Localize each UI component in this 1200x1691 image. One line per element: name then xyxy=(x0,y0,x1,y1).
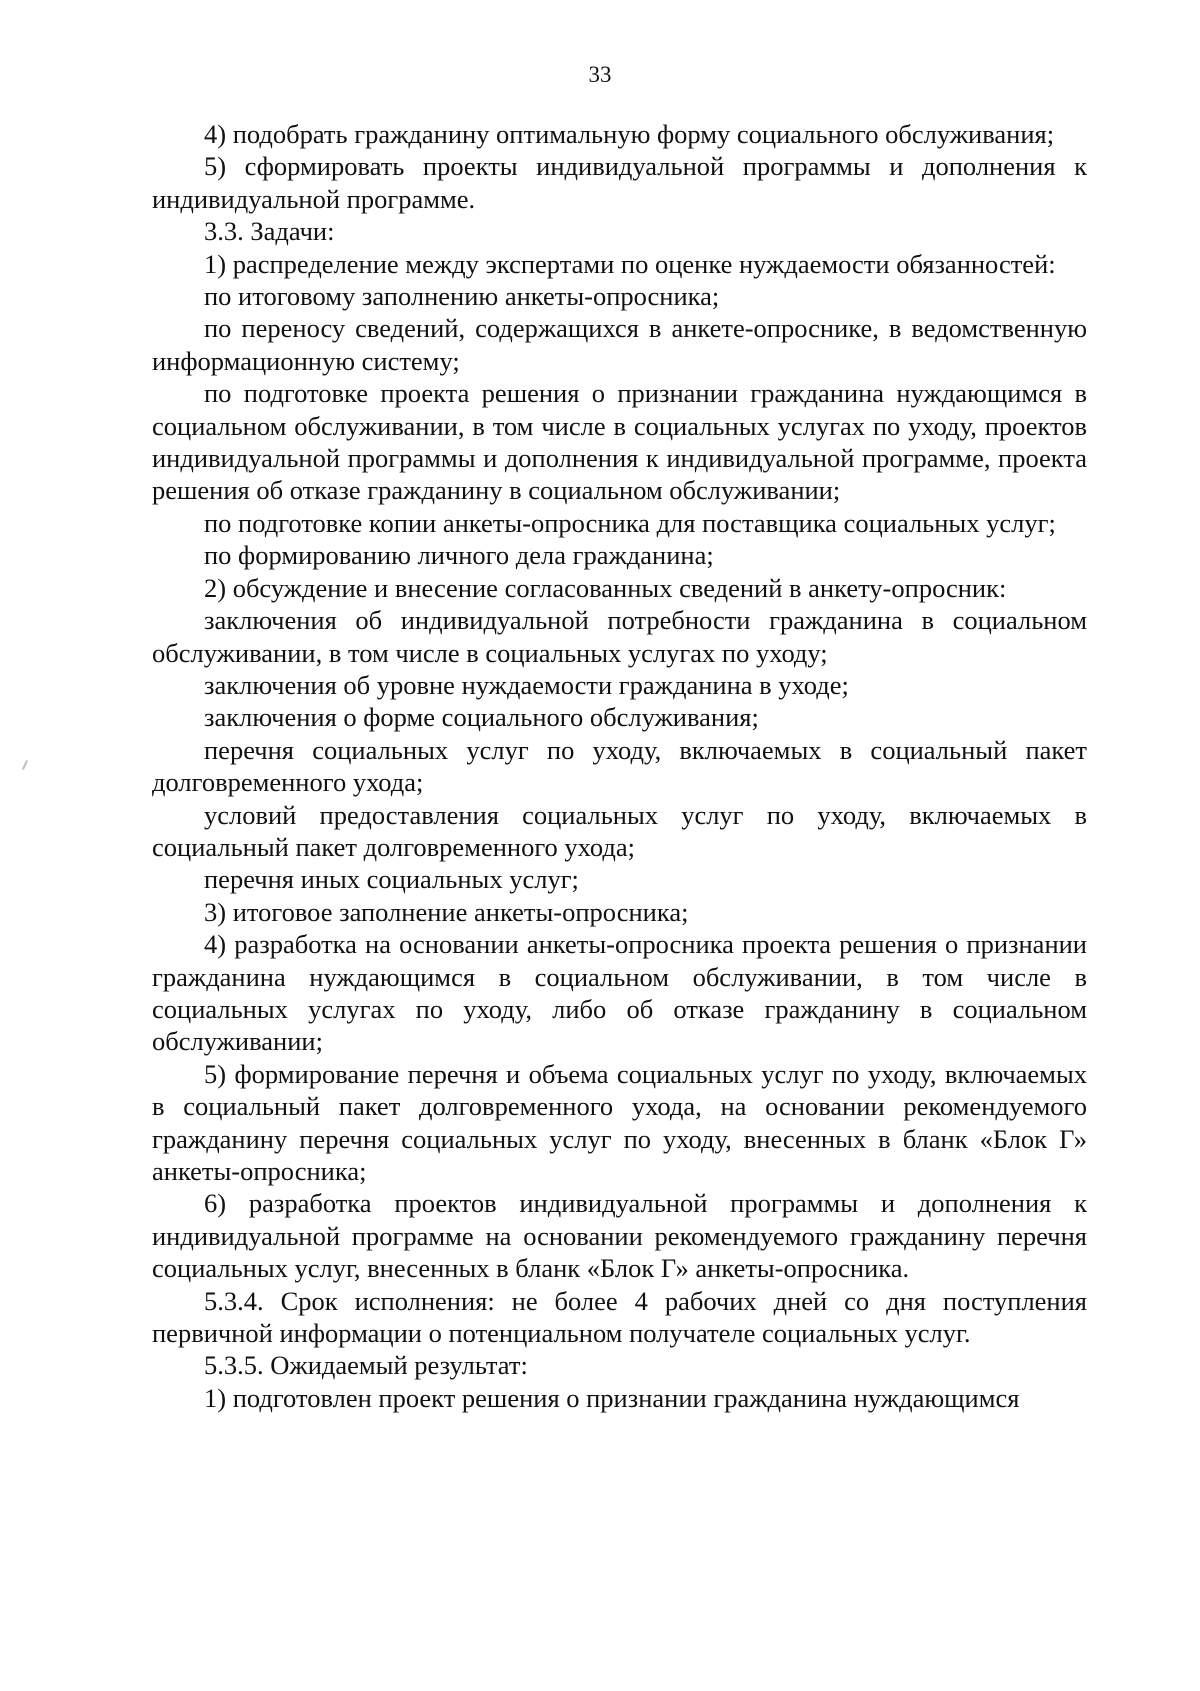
paragraph-task-3: 3) итоговое заполнение анкеты-опросника; xyxy=(204,896,689,927)
paragraph-deadline: 5.3.4. Срок исполнения: не более 4 рабочих дней со дня поступления первичной информации о потенциальном получателе социальных услуг. xyxy=(152,1285,1087,1349)
paragraph-task-5: 5) формирование перечня и объема социальных услуг по уходу, включаемых в социальный пакет долговременного ухода, на основании рекомендуемого гражданину перечня социальных услуг по уходу, внесенных в бланк «Блок Г» анкеты-опросника; xyxy=(152,1058,1087,1186)
paragraph-subitem: условий предоставления социальных услуг по уходу, включаемых в социальный пакет долговременного ухода; xyxy=(152,799,1087,862)
paragraph-item-4: 4) подобрать гражданину оптимальную форму социального обслуживания; xyxy=(204,119,1055,149)
paragraph-task-4: 4) разработка на основании анкеты-опросника проекта решения о признании гражданина нуждающимся в социальном обслуживании, в том числе в социальных услугах по уходу, либо об отказе гражданину в социальном обслуживании; xyxy=(152,929,1087,1057)
scan-speck xyxy=(22,760,28,770)
page-number: 33 xyxy=(588,62,612,87)
paragraph-subitem: по переносу сведений, содержащихся в анкете-опроснике, в ведомственную информационную систему; xyxy=(152,313,1087,376)
paragraph-item-5: 5) сформировать проекты индивидуальной программы и дополнения к индивидуальной программе. xyxy=(152,151,1087,214)
paragraph-subitem: заключения о форме социального обслуживания; xyxy=(204,702,759,733)
paragraph-subitem: по итоговому заполнению анкеты-опросника; xyxy=(204,281,720,312)
paragraph-subitem: по подготовке проекта решения о признании гражданина нуждающимся в социальном обслуживании, в том числе в социальных услугах по уходу, проектов индивидуальной программы и дополнения к индивидуальной программе, проекта решения об отказе гражданину в социальном обслуживании; xyxy=(152,378,1087,506)
paragraph-subitem: заключения об уровне нуждаемости гражданина в уходе; xyxy=(204,669,849,700)
paragraph-subitem: перечня иных социальных услуг; xyxy=(204,864,579,895)
paragraph-subitem: перечня социальных услуг по уходу, включаемых в социальный пакет долговременного ухода; xyxy=(152,734,1087,798)
paragraph-result-1: 1) подготовлен проект решения о признании гражданина нуждающимся xyxy=(204,1382,1020,1413)
paragraph-task-2: 2) обсуждение и внесение согласованных сведений в анкету-опросник: xyxy=(204,572,1007,603)
section-heading-expected-result: 5.3.5. Ожидаемый результат: xyxy=(204,1350,528,1381)
paragraph-subitem: по формированию личного дела гражданина; xyxy=(204,540,714,571)
section-heading-tasks: 3.3. Задачи: xyxy=(204,216,335,247)
document-body xyxy=(152,118,1087,1414)
paragraph-task-6: 6) разработка проектов индивидуальной программы и дополнения к индивидуальной программе на основании рекомендуемого гражданину перечня социальных услуг, внесенных в бланк «Блок Г» анкеты-опросника. xyxy=(152,1188,1087,1284)
paragraph-task-1: 1) распределение между экспертами по оценке нуждаемости обязанностей: xyxy=(204,248,1056,279)
paragraph-subitem: по подготовке копии анкеты-опросника для поставщика социальных услуг; xyxy=(204,507,1056,538)
paragraph-subitem: заключения об индивидуальной потребности гражданина в социальном обслуживании, в том числе в социальных услугах по уходу; xyxy=(152,605,1087,668)
